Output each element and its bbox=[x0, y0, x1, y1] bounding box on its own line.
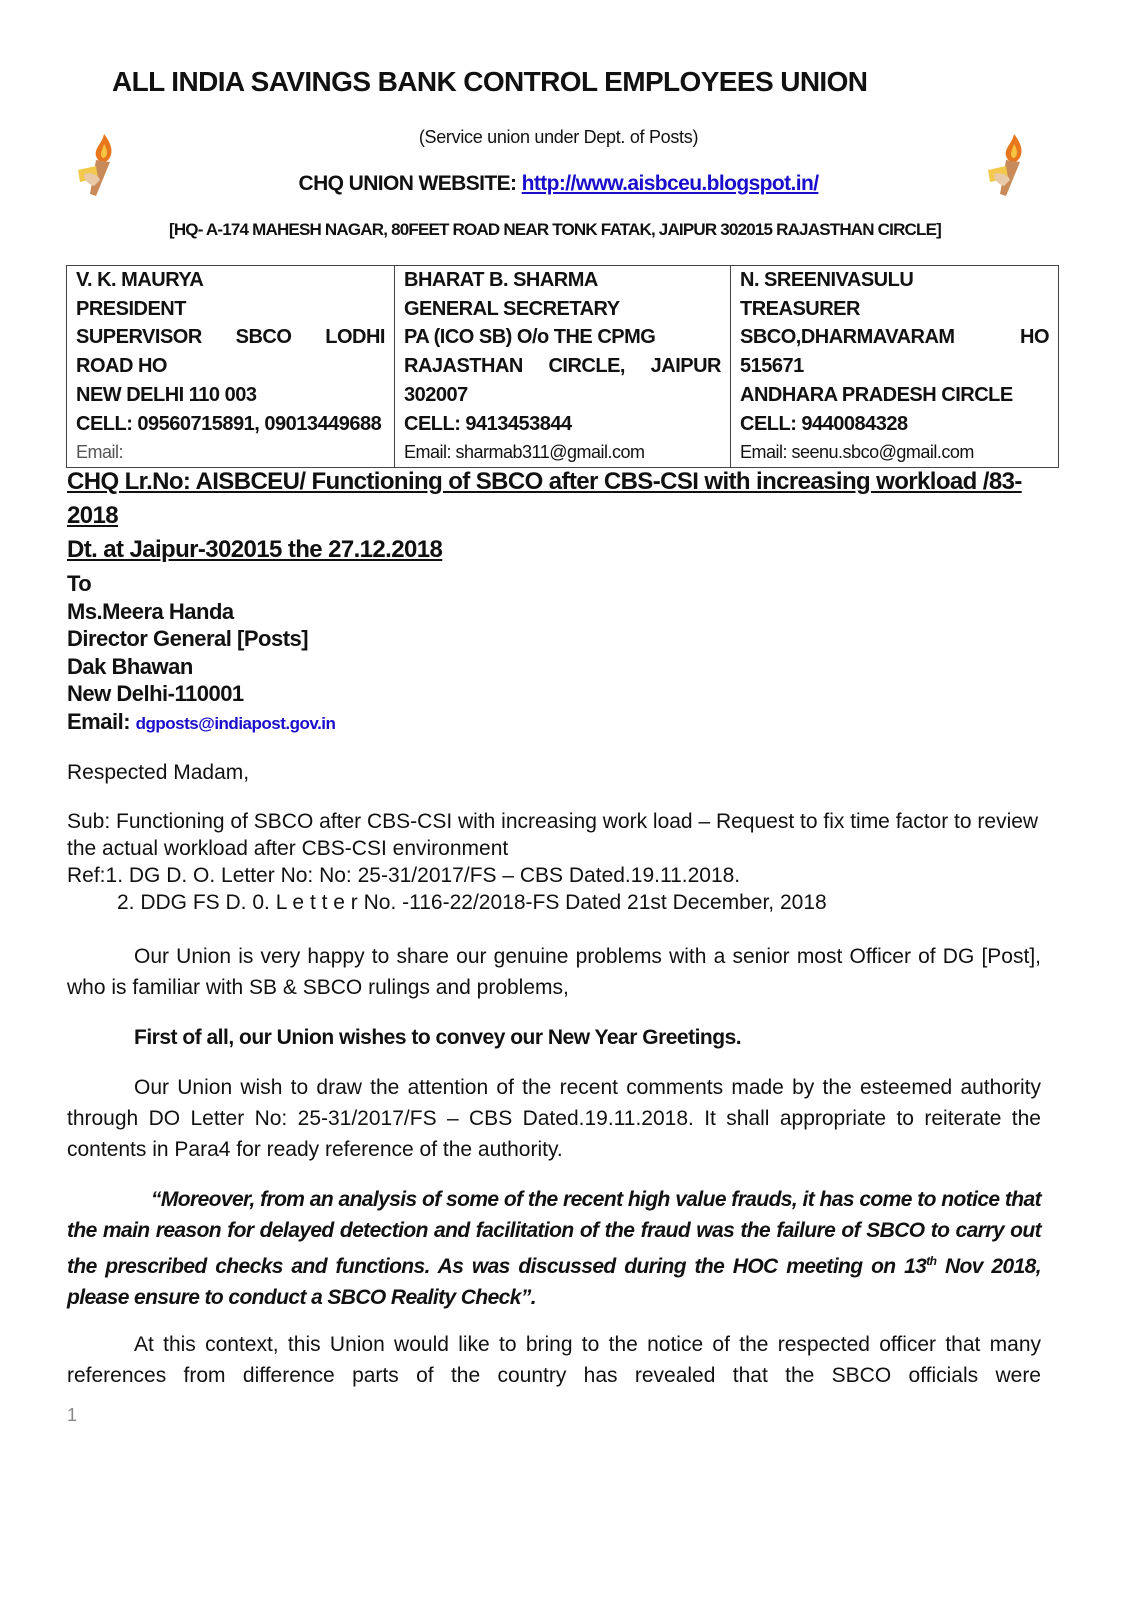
bearer-email: Email: sharmab311@gmail.com bbox=[404, 442, 645, 463]
bearer-cell: CELL: 9413453844 bbox=[404, 412, 572, 435]
bearer-name: V. K. MAURYA bbox=[76, 269, 204, 291]
letter-number-cont: 2018 bbox=[67, 502, 118, 529]
recipient-email-link[interactable]: dgposts@indiapost.gov.in bbox=[135, 713, 336, 733]
bearer-role: GENERAL SECRETARY bbox=[404, 297, 620, 320]
website-link[interactable]: http://www.aisbceu.blogspot.in/ bbox=[521, 172, 819, 195]
paragraph-greetings: First of all, our Union wishes to convey our New Year Greetings. bbox=[134, 1026, 742, 1049]
treasurer-cell bbox=[731, 266, 1059, 468]
union-subtitle: (Service union under Dept. of Posts) bbox=[418, 127, 699, 147]
bearer-cell: CELL: 09560715891, 09013449688 bbox=[76, 412, 382, 435]
website-line bbox=[0, 172, 1117, 196]
recipient-city: New Delhi-110001 bbox=[67, 681, 244, 706]
president-cell bbox=[67, 266, 395, 468]
recipient-name: Ms.Meera Handa bbox=[67, 598, 234, 624]
bearer-office: PA (ICO SB) O/o THE CPMG bbox=[404, 326, 656, 349]
office-bearers-table bbox=[66, 265, 1059, 468]
recipient-designation: Director General [Posts] bbox=[67, 626, 309, 651]
bearer-role: TREASURER bbox=[740, 297, 860, 320]
bearer-city: NEW DELHI 110 003 bbox=[76, 383, 257, 406]
bearer-cell: CELL: 9440084328 bbox=[740, 412, 908, 435]
to-label: To bbox=[67, 571, 92, 596]
general-secretary-cell bbox=[395, 266, 731, 468]
website-label: CHQ UNION WEBSITE: bbox=[298, 172, 522, 195]
page-number: 1 bbox=[67, 1405, 78, 1425]
paragraph-4: At this context, this Union would like to bring to the notice of the respected officer that many references from difference parts of the country has revealed that the SBCO officials were bbox=[67, 1333, 1041, 1387]
bearer-office: SBCO,DHARMAVARAM HO 515671 bbox=[740, 326, 1049, 378]
bearer-email: Email: bbox=[76, 442, 124, 463]
bearer-name: BHARAT B. SHARMA bbox=[404, 269, 598, 291]
bearer-city: RAJASTHAN CIRCLE, JAIPUR 302007 bbox=[404, 355, 721, 406]
recipient-office: Dak Bhawan bbox=[67, 653, 193, 679]
quote-superscript: th bbox=[926, 1254, 937, 1268]
letter-date: Dt. at Jaipur-302015 the 27.12.2018 bbox=[67, 536, 443, 563]
reference-1: Ref:1. DG D. O. Letter No: No: 25-31/2017/FS – CBS Dated.19.11.2018. bbox=[67, 864, 741, 887]
bearer-role: PRESIDENT bbox=[76, 297, 186, 320]
bearer-office: SUPERVISOR SBCO LODHI ROAD HO bbox=[76, 326, 385, 378]
bearer-circle: ANDHARA PRADESH CIRCLE bbox=[740, 383, 1013, 406]
subject: Sub: Functioning of SBCO after CBS-CSI with increasing work load – Request to fix time factor to review the actual workload after CBS-CSI environment bbox=[67, 810, 1039, 860]
quote-text: “Moreover, from an analysis of some of the recent high value frauds, it has come to notice that the main reason for delayed detection and facilitation of the fraud was the failure of SBCO to carry out the prescribed checks and functions. As was discussed during the HOC meeting on 13 bbox=[67, 1188, 1041, 1278]
bearer-email: Email: seenu.sbco@gmail.com bbox=[740, 442, 974, 463]
hq-address: [HQ- A-174 MAHESH NAGAR, 80FEET ROAD NEAR TONK FATAK, JAIPUR 302015 RAJASTHAN CIRCLE] bbox=[168, 220, 942, 239]
salutation: Respected Madam, bbox=[67, 761, 250, 784]
quote-text-end: Nov 2018, please ensure to conduct a SBCO Reality Check”. bbox=[67, 1255, 1041, 1309]
bearer-name: N. SREENIVASULU bbox=[740, 269, 914, 291]
union-title: ALL INDIA SAVINGS BANK CONTROL EMPLOYEES UNION bbox=[112, 66, 868, 97]
paragraph-1: Our Union is very happy to share our genuine problems with a senior most Officer of DG [Post], who is familiar with SB & SBCO rulings and problems, bbox=[67, 945, 1041, 999]
recipient-email-label: Email: bbox=[67, 708, 136, 734]
recipient-block bbox=[67, 570, 335, 737]
paragraph-3: Our Union wish to draw the attention of the recent comments made by the esteemed authority through DO Letter No: 25-31/2017/FS – CBS Dated.19.11.2018. It shall appropriate to reiterate the contents in Para4 for ready reference of the authority. bbox=[67, 1076, 1041, 1161]
letter-number: CHQ Lr.No: AISBCEU/ Functioning of SBCO after CBS-CSI with increasing workload /83- bbox=[67, 468, 1022, 495]
quoted-paragraph bbox=[67, 1184, 1041, 1313]
reference-2: 2. DDG FS D. 0. L e t t e r No. -116-22/2018-FS Dated 21st December, 2018 bbox=[117, 891, 827, 914]
